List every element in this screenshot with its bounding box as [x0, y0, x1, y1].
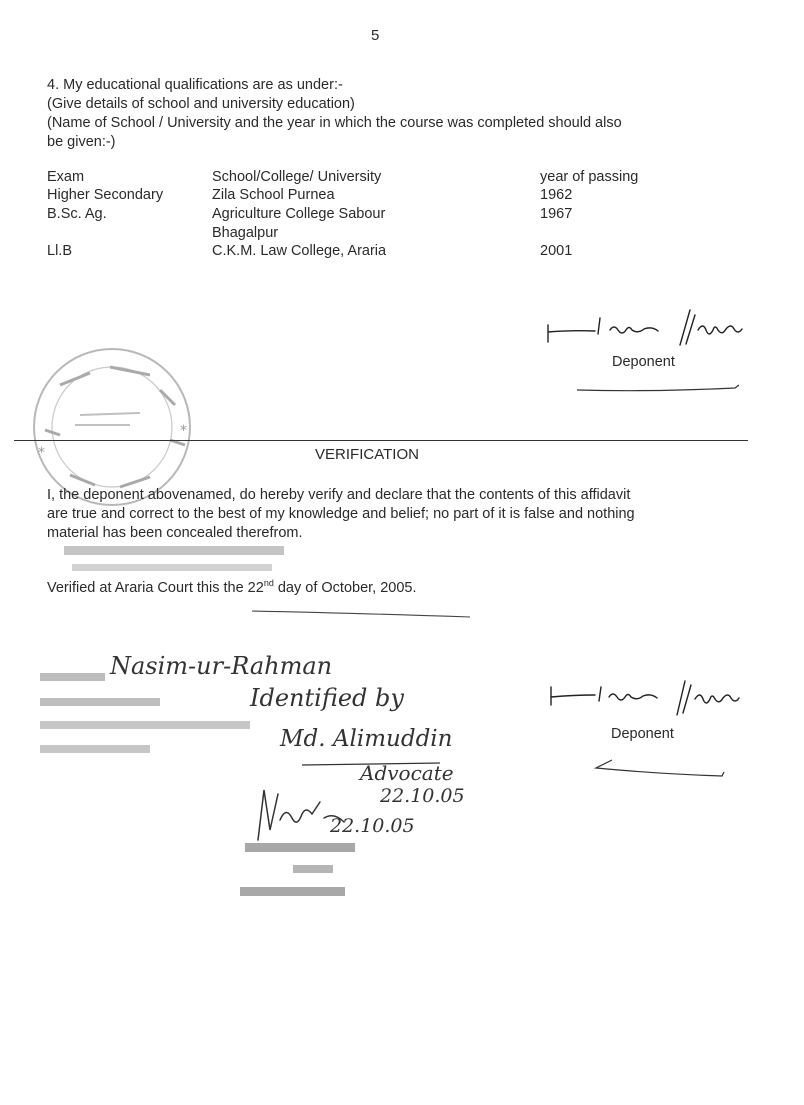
signature-underline — [575, 382, 745, 396]
intro-line: 4. My educational qualifications are as under:- — [47, 77, 343, 93]
qualifications-intro — [47, 76, 622, 152]
date-text: 22.10.05 — [380, 785, 465, 807]
table-cell-school: Zila School Purnea — [212, 187, 335, 203]
table-cell-year: 2001 — [540, 243, 573, 259]
verified-at-line: Verified at Araria Court this the 22nd day of October, 2005. — [47, 578, 417, 596]
table-cell-year: 1962 — [540, 187, 573, 203]
oath-commissioner-stamp — [225, 835, 375, 905]
date-text: 22.10.05 — [330, 815, 415, 837]
verification-line: are true and correct to the best of my knowledge and belief; no part of it is false and nothing — [47, 506, 635, 522]
verification-line: I, the deponent abovenamed, do hereby verify and declare that the contents of this affidavit — [47, 487, 631, 503]
name-handwriting — [110, 652, 390, 682]
verification-line: material has been concealed therefrom. — [47, 525, 303, 541]
table-cell-school: Agriculture College Sabour — [212, 206, 386, 222]
table-cell-exam: Ll.B — [47, 243, 72, 259]
verification-text — [47, 486, 635, 543]
table-header-exam: Exam — [47, 169, 85, 185]
identifier-name-text: Md. Alimuddin — [280, 726, 453, 752]
deponent-signature-2 — [545, 675, 765, 725]
intro-line: (Give details of school and university education) — [47, 96, 355, 112]
identifier-title-text: Advocate — [360, 761, 454, 785]
deponent-signature-1 — [540, 300, 780, 360]
table-cell-school: C.K.M. Law College, Araria — [212, 243, 387, 259]
svg-text:*: * — [180, 423, 187, 439]
intro-line: be given:-) — [47, 134, 116, 150]
deponent-label: Deponent — [611, 726, 674, 742]
signature-underline — [590, 756, 740, 784]
page-number: 5 — [371, 27, 380, 44]
table-cell-year: 1967 — [540, 206, 573, 222]
name-handwriting-text: Nasim-ur-Rahman — [110, 652, 333, 680]
verification-heading: VERIFICATION — [315, 446, 419, 463]
identified-by-handwriting — [190, 680, 490, 720]
section-divider — [14, 440, 748, 441]
deponent-label: Deponent — [612, 354, 675, 370]
svg-text:*: * — [38, 445, 45, 461]
table-cell-exam: Higher Secondary — [47, 187, 164, 203]
hindi-identification-stamp — [62, 540, 302, 580]
intro-line: (Name of School / University and the year in which the course was completed should also — [47, 115, 622, 131]
date-underline — [250, 607, 480, 621]
table-header-school: School/College/ University — [212, 169, 382, 185]
table-cell-school-continued: Bhagalpur — [212, 225, 279, 241]
identified-by-text: Identified by — [250, 684, 404, 712]
identifier-name-handwriting — [280, 720, 500, 760]
table-header-year: year of passing — [540, 169, 639, 185]
table-cell-exam: B.Sc. Ag. — [47, 206, 107, 222]
